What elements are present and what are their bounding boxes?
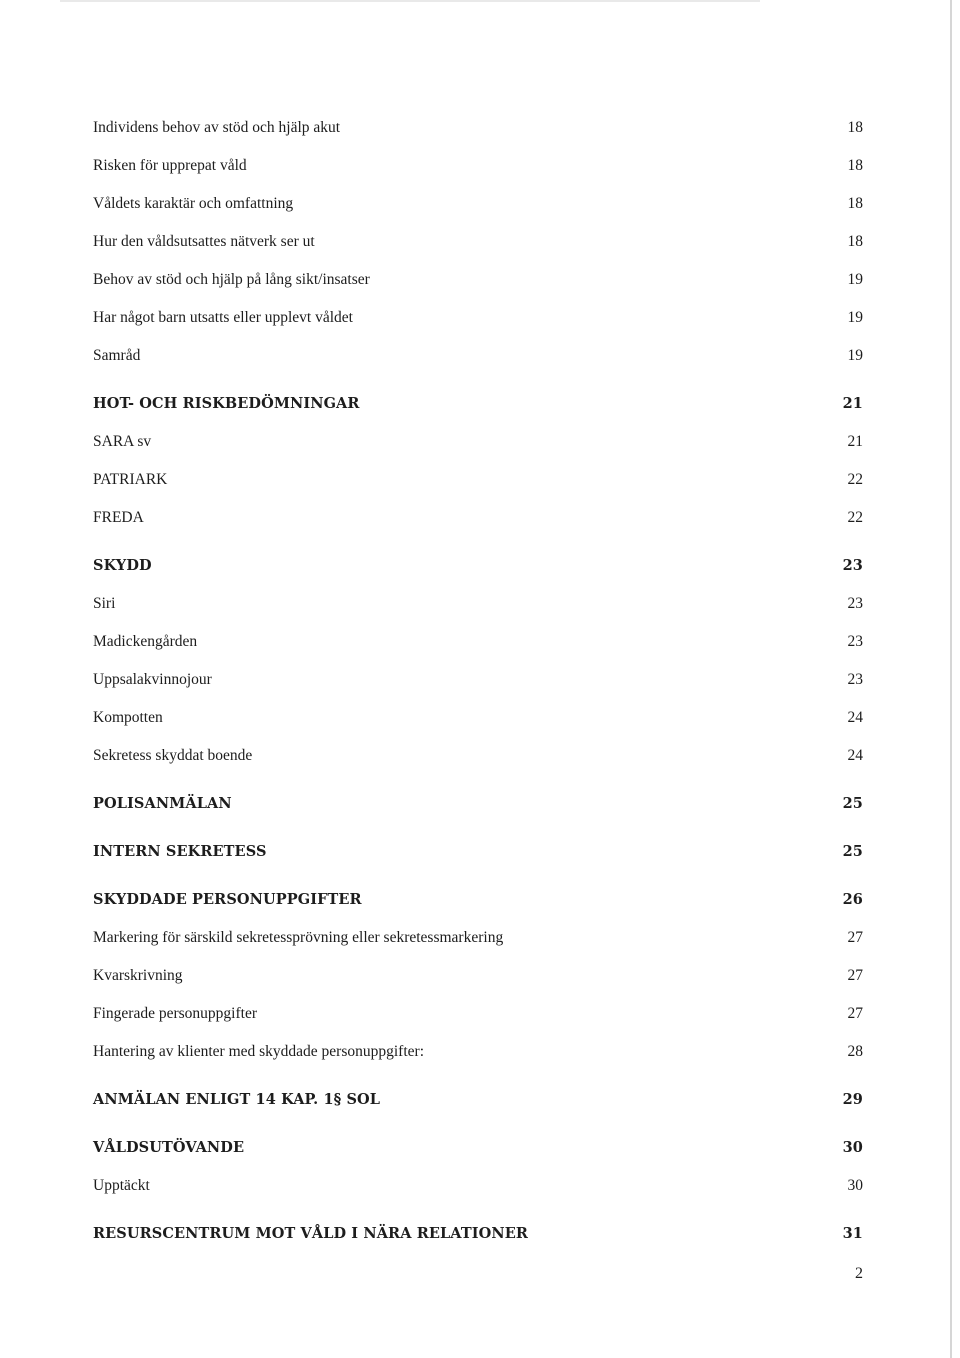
toc-heading[interactable]: [93, 393, 863, 415]
toc-entry-title: Kompotten: [93, 709, 163, 726]
toc-heading-title: RESURSCENTRUM MOT VÅLD I NÄRA RELATIONER: [93, 1225, 529, 1242]
toc-heading[interactable]: [93, 889, 863, 911]
toc-entry-page: 23: [847, 671, 863, 688]
toc-entry-title: Upptäckt: [93, 1177, 150, 1194]
toc-entry-title: Madickengården: [93, 633, 198, 650]
toc-heading[interactable]: [93, 841, 863, 863]
toc-entry[interactable]: [93, 927, 863, 949]
toc-entry-page: 18: [847, 233, 863, 250]
toc-heading[interactable]: [93, 793, 863, 815]
toc-heading-title: INTERN SEKRETESS: [93, 843, 267, 860]
toc-entry-page: 23: [847, 595, 863, 612]
toc-entry-title: Risken för upprepat våld: [93, 157, 247, 174]
toc-heading-title: HOT- OCH RISKBEDÖMNINGAR: [93, 395, 360, 412]
toc-entry-page: 24: [847, 747, 863, 764]
toc-entry-page: 27: [847, 929, 863, 946]
toc-heading-page: 31: [842, 1225, 863, 1242]
toc-heading-title: SKYDD: [93, 557, 152, 574]
toc-heading-title: SKYDDADE PERSONUPPGIFTER: [93, 891, 362, 908]
toc-heading-title: VÅLDSUTÖVANDE: [93, 1139, 245, 1156]
toc-heading-page: 21: [842, 395, 863, 412]
toc-heading-page: 26: [842, 891, 863, 908]
toc-entry-title: Fingerade personuppgifter: [93, 1005, 257, 1022]
toc-heading[interactable]: [93, 1223, 863, 1245]
toc-heading-page: 30: [842, 1139, 863, 1156]
toc-entry[interactable]: [93, 507, 863, 529]
toc-entry-title: FREDA: [93, 509, 144, 526]
toc-entry-page: 21: [847, 433, 863, 450]
toc-entry-title: Samråd: [93, 347, 141, 364]
toc-entry-page: 18: [847, 157, 863, 174]
toc-entry-title: PATRIARK: [93, 471, 168, 488]
toc-entry-page: 27: [847, 1005, 863, 1022]
toc-heading[interactable]: [93, 555, 863, 577]
page-number: 2: [855, 1265, 863, 1282]
toc-entry[interactable]: [93, 193, 863, 215]
toc-entry-title: Hur den våldsutsattes nätverk ser ut: [93, 233, 315, 250]
toc-entry-title: Uppsalakvinnojour: [93, 671, 212, 688]
toc-entry-page: 19: [847, 271, 863, 288]
toc-heading-page: 23: [842, 557, 863, 574]
toc-entry[interactable]: [93, 593, 863, 615]
toc-entry-title: Behov av stöd och hjälp på lång sikt/insatser: [93, 271, 370, 288]
toc-entry-title: SARA sv: [93, 433, 152, 450]
toc-entry[interactable]: [93, 345, 863, 367]
toc-entry[interactable]: [93, 631, 863, 653]
toc-entry-page: 23: [847, 633, 863, 650]
toc-entry-page: 28: [847, 1043, 863, 1060]
toc-entry[interactable]: [93, 669, 863, 691]
toc-entry-page: 18: [847, 119, 863, 136]
toc-entry-title: Siri: [93, 595, 116, 612]
toc-entry-page: 22: [847, 509, 863, 526]
toc-heading-title: POLISANMÄLAN: [93, 795, 232, 812]
toc-entry[interactable]: [93, 155, 863, 177]
toc-entry[interactable]: [93, 1175, 863, 1197]
toc-entry[interactable]: [93, 231, 863, 253]
toc-heading-title: ANMÄLAN ENLIGT 14 KAP. 1§ SOL: [93, 1091, 381, 1108]
toc-entry-page: 18: [847, 195, 863, 212]
toc-entry-title: Hantering av klienter med skyddade personuppgifter:: [93, 1043, 424, 1060]
toc-entry-title: Kvarskrivning: [93, 967, 183, 984]
toc-entry-page: 24: [847, 709, 863, 726]
toc-entry[interactable]: [93, 707, 863, 729]
toc-entry-page: 30: [847, 1177, 863, 1194]
toc-entry[interactable]: [93, 745, 863, 767]
toc-entry-page: 19: [847, 309, 863, 326]
toc-heading[interactable]: [93, 1137, 863, 1159]
toc-entry-title: Våldets karaktär och omfattning: [93, 195, 294, 212]
toc-entry-page: 27: [847, 967, 863, 984]
toc-entry-title: Markering för särskild sekretessprövning eller sekretessmarkering: [93, 929, 504, 946]
toc-heading-page: 25: [842, 795, 863, 812]
toc-heading-page: 25: [842, 843, 863, 860]
toc-entry[interactable]: [93, 1041, 863, 1063]
toc-entry-title: Individens behov av stöd och hjälp akut: [93, 119, 341, 136]
toc-entry[interactable]: [93, 1003, 863, 1025]
toc-entry[interactable]: [93, 117, 863, 139]
toc-entry-page: 19: [847, 347, 863, 364]
toc-entry[interactable]: [93, 269, 863, 291]
toc-entry-title: Sekretess skyddat boende: [93, 747, 253, 764]
toc-entry[interactable]: [93, 965, 863, 987]
toc-entry-page: 22: [847, 471, 863, 488]
toc-entry[interactable]: [93, 431, 863, 453]
toc-entry[interactable]: [93, 307, 863, 329]
toc-heading[interactable]: [93, 1089, 863, 1111]
toc-entry[interactable]: [93, 469, 863, 491]
toc-heading-page: 29: [842, 1091, 863, 1108]
toc-entry-title: Har något barn utsatts eller upplevt våldet: [93, 309, 353, 326]
